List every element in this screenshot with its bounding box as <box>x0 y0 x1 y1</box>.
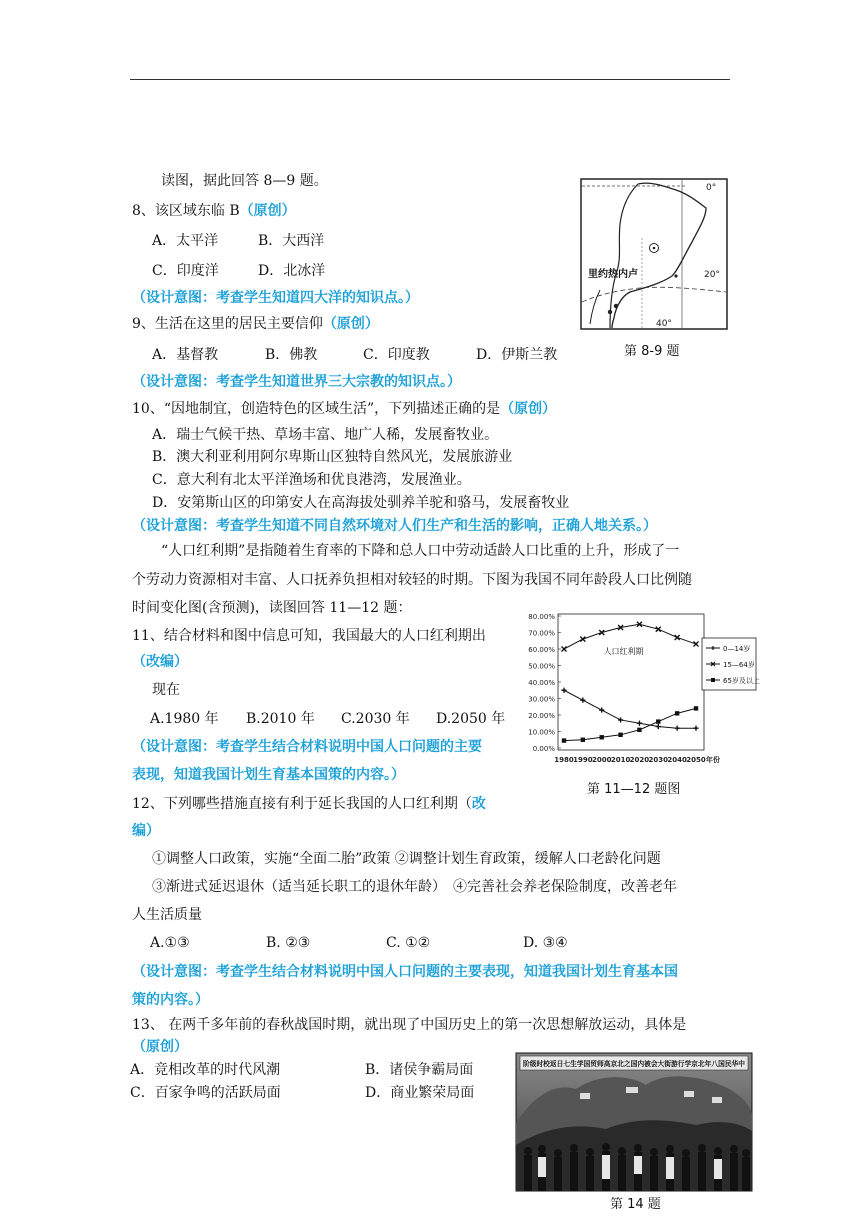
q9-stem: 9、生活在这里的居民主要信仰（原创） <box>132 316 379 332</box>
series-point-1 <box>599 707 604 712</box>
q10-option-a[interactable]: A．瑞士气候干热、草场丰富、地广人稀，发展畜牧业。 <box>152 427 499 443</box>
q11-option-b[interactable]: B.2010 年 <box>246 711 315 727</box>
q13-option-b[interactable]: B．诸侯争霸局面 <box>365 1062 474 1078</box>
q11-option-a[interactable]: A.1980 年 <box>150 711 219 727</box>
q10-option-c[interactable]: C．意大利有北太平洋渔场和优良港湾，发展渔业。 <box>152 472 471 488</box>
series-point-1 <box>618 717 623 722</box>
series-point-3 <box>637 728 641 732</box>
series-point-1 <box>675 726 680 731</box>
x-tick-label: 2020 <box>629 756 650 764</box>
y-tick-label: 60.00% <box>528 646 555 654</box>
q11-intent-line-1: （设计意图：考查学生结合材料说明中国人口问题的主要 <box>132 739 482 755</box>
q11-intent-line-2: 表现，知道我国计划生育基本国策的内容。） <box>132 767 405 783</box>
passage-line-1: “人口红利期”是指随着生育率的下降和总人口中劳动适龄人口比重的上升，形成了一 <box>161 543 680 559</box>
q12-tag: 编） <box>132 823 160 839</box>
series-point-3 <box>581 738 585 742</box>
intro-8-9: 读图，据此回答 8—9 题。 <box>161 173 328 189</box>
population-chart <box>520 608 760 780</box>
x-axis-unit: 年份 <box>706 756 720 764</box>
q8-option-d[interactable]: D．北冰洋 <box>258 263 326 279</box>
legend-marker-3 <box>711 678 715 682</box>
q8-intent: （设计意图：考查学生知道四大洋的知识点。） <box>132 290 419 306</box>
q8-option-b[interactable]: B．大西洋 <box>258 233 325 249</box>
q12-option-d[interactable]: D. ③④ <box>523 935 568 951</box>
q8-option-c[interactable]: C．印度洋 <box>152 263 219 279</box>
q9-intent: （设计意图：考查学生知道世界三大宗教的知识点。） <box>132 374 461 390</box>
q10-option-d[interactable]: D．安第斯山区的印第安人在高海拔处驯养羊驼和骆马，发展畜牧业 <box>152 495 570 511</box>
q13-option-a[interactable]: A．竞相改革的时代风潮 <box>130 1062 281 1078</box>
photo-banner: 阶级时校返日七生学国贸师高京北之国内被会大街游行学京北年八国民华中 <box>523 1060 754 1068</box>
q10-option-b[interactable]: B．澳大利亚利用阿尔卑斯山区独特自然风光，发展旅游业 <box>152 449 513 465</box>
q12-intent-line-2: 策的内容。） <box>132 992 209 1008</box>
q9-option-c[interactable]: C．印度教 <box>363 347 430 363</box>
header-rule <box>130 79 730 80</box>
q12-stem: 12、下列哪些措施直接有利于延长我国的人口红利期（改 <box>132 796 486 812</box>
series-point-2 <box>675 635 680 640</box>
y-tick-label: 30.00% <box>528 695 555 704</box>
map-label-20: 20° <box>704 270 720 280</box>
q12-line-2: ③渐进式延迟退休（适当延长职工的退休年龄） ④完善社会养老保险制度，改善老年 <box>152 879 677 895</box>
q12-line-3: 人生活质量 <box>132 907 202 923</box>
series-point-3 <box>656 719 660 723</box>
series-point-2 <box>580 637 585 642</box>
q12-option-b[interactable]: B. ②③ <box>266 935 311 951</box>
series-point-2 <box>694 642 699 647</box>
q11-tag: （改编） <box>132 654 188 670</box>
q10-stem: 10、“因地制宜，创造特色的区域生活”，下列描述正确的是（原创） <box>132 401 557 417</box>
photo-caption: 第 14 题 <box>610 1197 661 1212</box>
legend-label-1: 0—14岁 <box>723 645 751 653</box>
passage-line-2: 个劳动力资源相对丰富、人口抚养负担相对较轻的时期。下图为我国不同年龄段人口比例随 <box>132 572 692 588</box>
passage-line-3: 时间变化图(含预测)，读图回答 11—12 题： <box>132 600 412 616</box>
south-america-map <box>580 178 728 330</box>
q10-intent: （设计意图：考查学生知道不同自然环境对人们生产和生活的影响，正确人地关系。） <box>132 518 657 534</box>
legend-label-2: 15—64岁 <box>723 661 755 669</box>
q12-option-a[interactable]: A.①③ <box>150 935 190 951</box>
series-point-3 <box>675 711 679 715</box>
q11-option-c[interactable]: C.2030 年 <box>341 711 410 727</box>
map-caption: 第 8-9 题 <box>624 344 680 359</box>
map-label-40: 40° <box>656 319 672 329</box>
y-tick-label: 80.00% <box>528 613 555 621</box>
q9-option-d[interactable]: D．伊斯兰教 <box>476 347 558 363</box>
series-point-3 <box>562 738 566 742</box>
chart-plot-frame <box>558 614 704 750</box>
chart-annotation: 人口红利期 <box>603 646 644 656</box>
x-tick-label: 1990 <box>573 756 593 764</box>
x-tick-label: 2040 <box>667 756 687 764</box>
y-tick-label: 40.00% <box>528 679 555 687</box>
q8-option-a[interactable]: A．太平洋 <box>152 233 219 249</box>
y-tick-label: 10.00% <box>528 728 555 737</box>
series-point-2 <box>562 647 567 652</box>
historical-photo <box>516 1053 752 1191</box>
x-tick-label: 2050 <box>686 756 706 764</box>
series-line-1 <box>564 690 696 728</box>
x-tick-label: 2010 <box>610 756 631 764</box>
series-point-1 <box>693 726 698 731</box>
q11-option-d[interactable]: D.2050 年 <box>436 711 506 727</box>
series-point-3 <box>618 733 622 737</box>
x-tick-label: 1980 <box>554 756 574 764</box>
y-tick-label: 50.00% <box>528 662 555 671</box>
q9-option-a[interactable]: A．基督教 <box>152 347 219 363</box>
map-label-rio: 里约热内卢 <box>588 269 638 280</box>
q12-line-1: ①调整人口政策，实施“全面二胎”政策 ②调整计划生育政策，缓解人口老龄化问题 <box>152 851 661 867</box>
q11-stem: 11、结合材料和图中信息可知，我国最大的人口红利期出 <box>132 628 486 644</box>
q8-stem: 8、该区域东临 B（原创） <box>132 203 296 219</box>
y-tick-label: 20.00% <box>528 712 555 720</box>
map-label-0: 0° <box>706 183 717 193</box>
chart-caption: 第 11—12 题图 <box>587 782 681 797</box>
q9-option-b[interactable]: B．佛教 <box>265 347 318 363</box>
y-tick-label: 70.00% <box>528 629 555 638</box>
series-point-1 <box>637 721 642 726</box>
y-tick-label: 0.00% <box>532 745 555 753</box>
q13-tag: （原创） <box>132 1039 188 1055</box>
series-point-3 <box>600 735 604 739</box>
q13-option-d[interactable]: D．商业繁荣局面 <box>365 1085 475 1101</box>
q13-option-c[interactable]: C．百家争鸣的活跃局面 <box>130 1085 281 1101</box>
q13-stem: 13、 在两千多年前的春秋战国时期，就出现了中国历史上的第一次思想解放运动，具体是 <box>132 1017 687 1033</box>
x-tick-label: 2030 <box>648 756 669 764</box>
q12-intent-line-1: （设计意图：考查学生结合材料说明中国人口问题的主要表现，知道我国计划生育基本国 <box>132 964 678 980</box>
legend-label-3: 65岁及以上 <box>723 677 760 685</box>
series-point-1 <box>656 724 661 729</box>
series-point-3 <box>694 706 698 710</box>
q11-stem-cont: 现在 <box>152 682 180 698</box>
x-tick-label: 2000 <box>591 756 612 764</box>
series-point-1 <box>561 688 566 693</box>
series-point-1 <box>580 698 585 703</box>
q12-option-c[interactable]: C. ①② <box>386 935 431 951</box>
